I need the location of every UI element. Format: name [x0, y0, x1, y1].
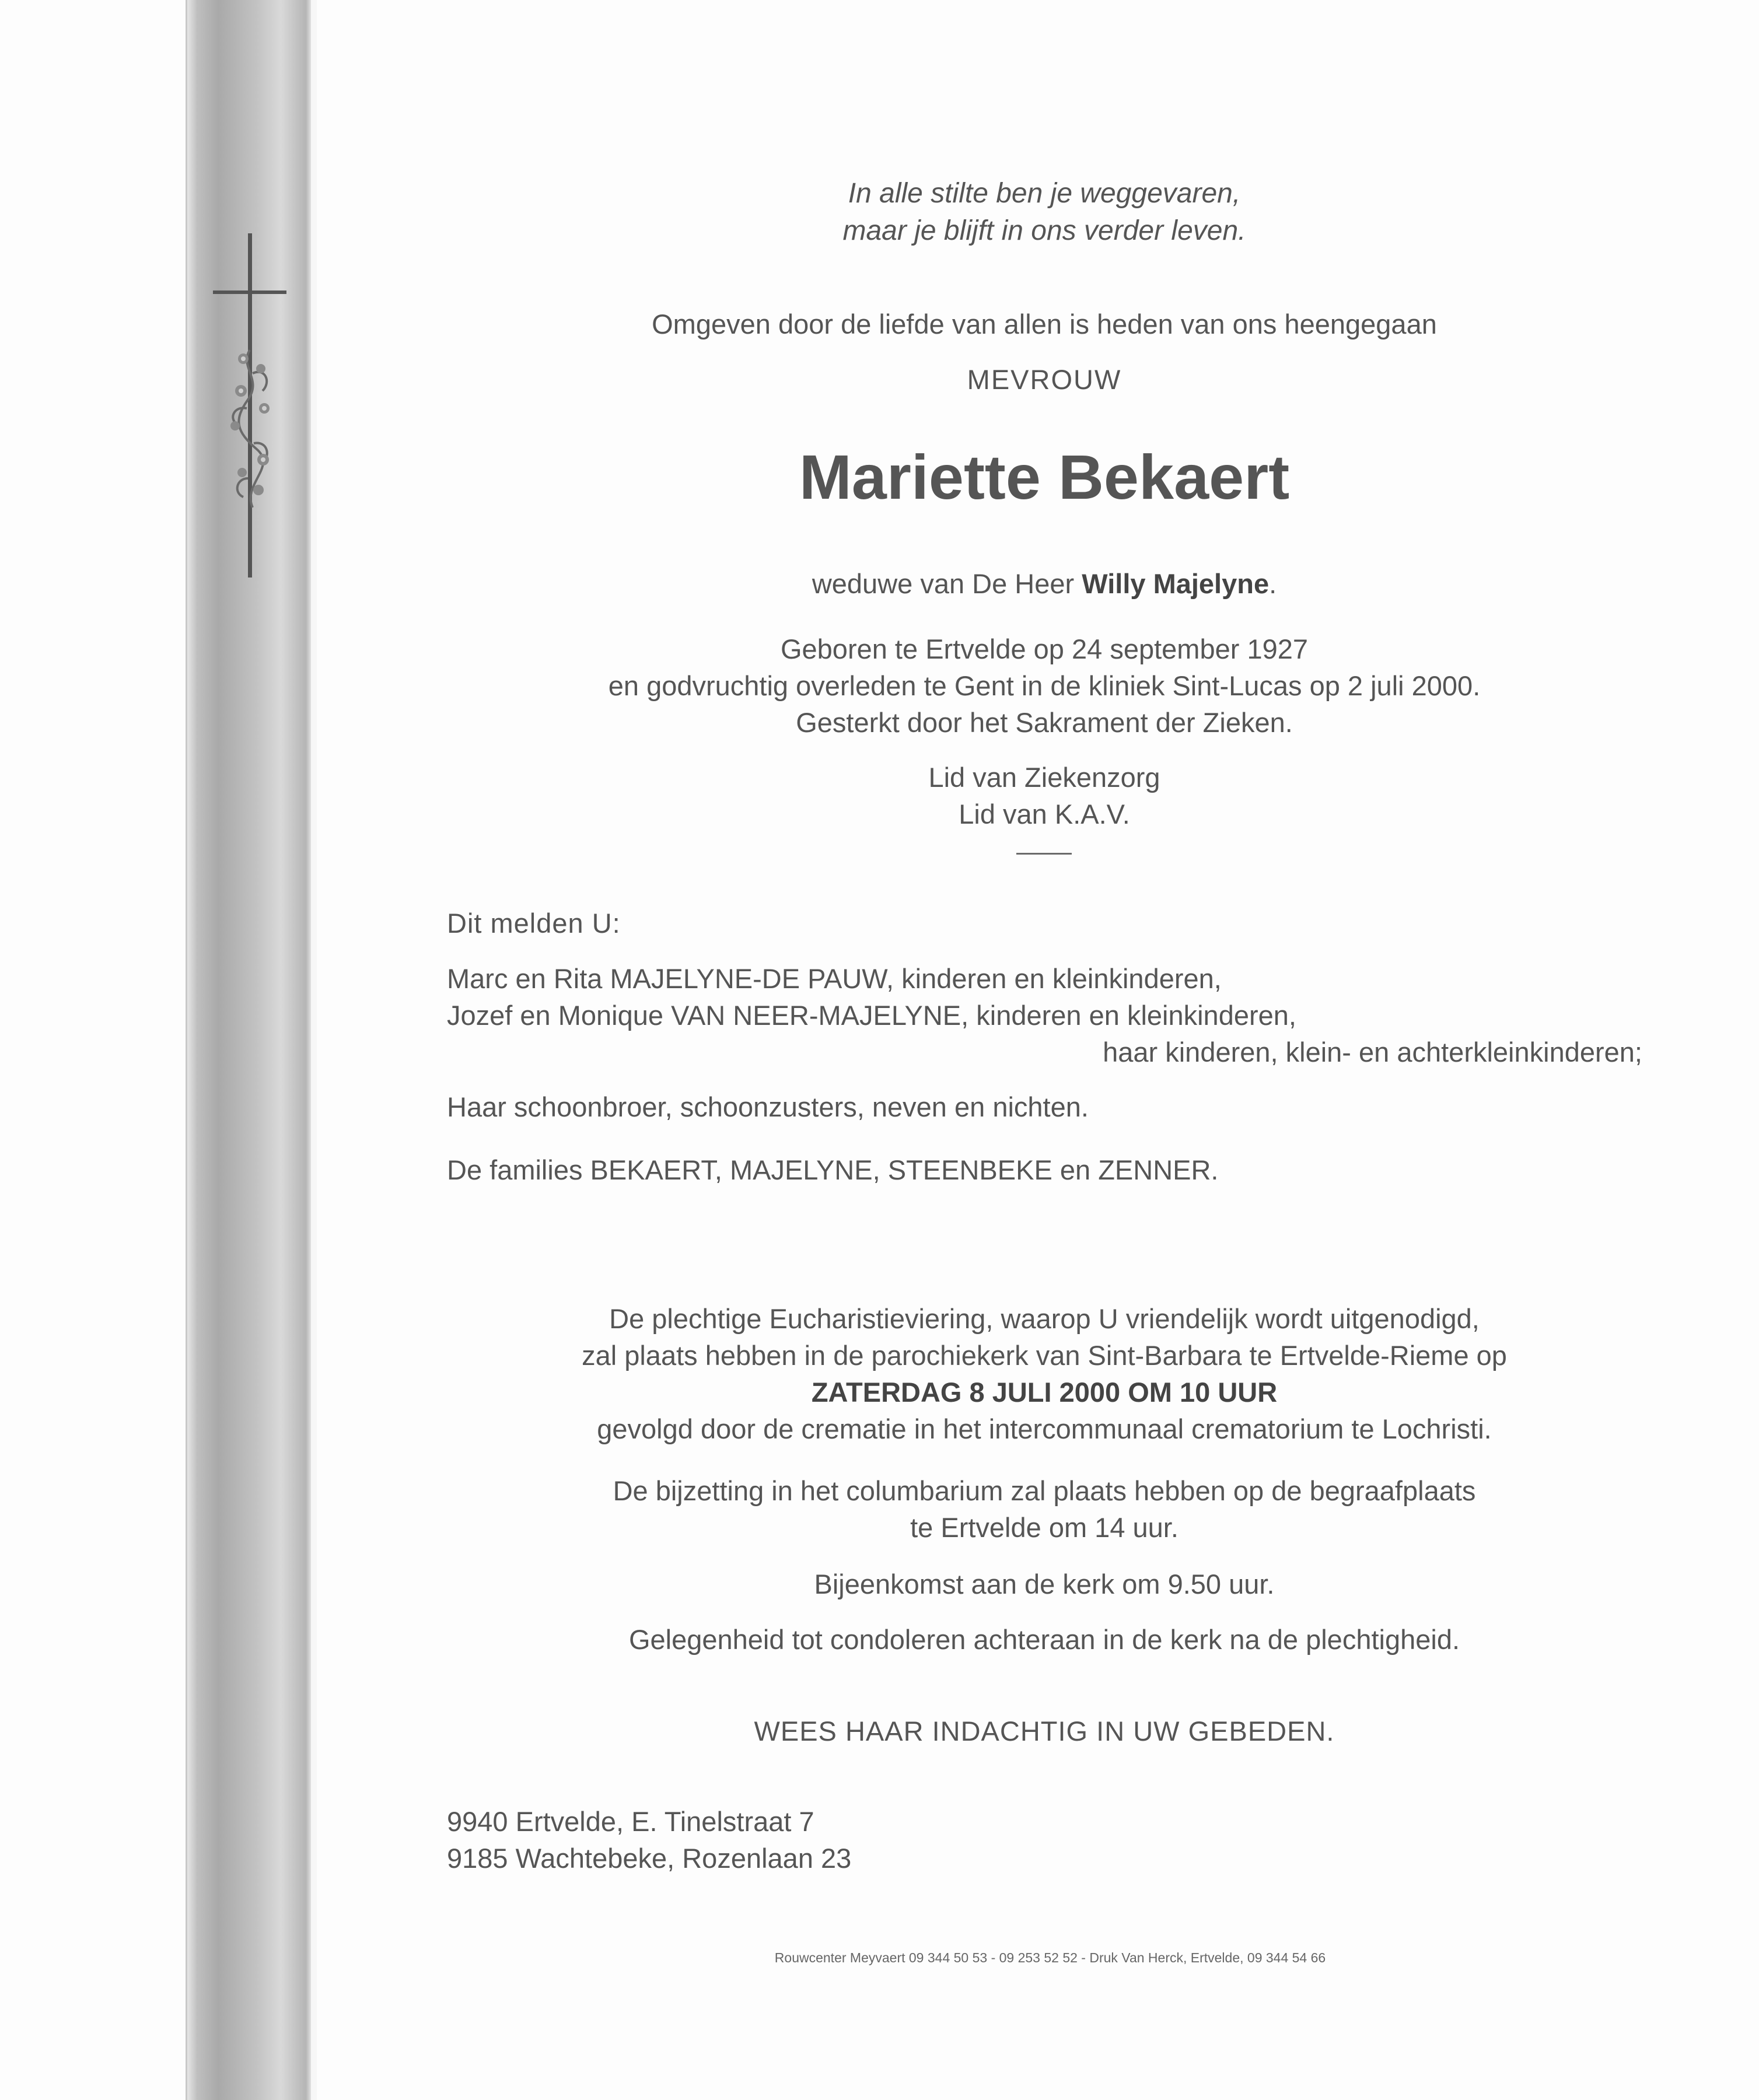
- widow-suffix: .: [1269, 568, 1277, 599]
- birth-text: Geboren te Ertvelde op 24 september 1927: [780, 634, 1309, 664]
- service-line-3: gevolgd door de crematie in het intercommunaal crematorium te Lochristi.: [597, 1413, 1492, 1444]
- poem-line-2: maar je blijft in ons verder leven.: [842, 215, 1246, 246]
- membership-2: Lid van K.A.V.: [959, 799, 1130, 830]
- condolence-text: Gelegenheid tot condoleren achteraan in de kerk na de plechtigheid.: [628, 1624, 1460, 1655]
- poem-line-1: In alle stilte ben je weggevaren,: [848, 178, 1241, 209]
- service-date: ZATERDAG 8 JULI 2000 OM 10 UUR: [811, 1377, 1278, 1408]
- honorific: MEVROUW: [967, 364, 1122, 395]
- meeting-text: Bijeenkomst aan de kerk om 9.50 uur.: [814, 1569, 1275, 1600]
- intro-text: Omgeven door de liefde van allen is heden van ons heengegaan: [652, 309, 1437, 340]
- cross-with-flowers-icon: [207, 233, 295, 583]
- address-2: 9185 Wachtebeke, Rozenlaan 23: [447, 1843, 852, 1874]
- family-heading: Dit melden U:: [447, 908, 621, 939]
- burial-line-1: De bijzetting in het columbarium zal plaats hebben op de begraafplaats: [613, 1475, 1476, 1506]
- death-text: en godvruchtig overleden te Gent in de kliniek Sint-Lucas op 2 juli 2000.: [608, 670, 1481, 701]
- poem: [303, 175, 1759, 250]
- family-line-5: De families BEKAERT, MAJELYNE, STEENBEKE en ZENNER.: [447, 1154, 1219, 1185]
- sacrament-text: Gesterkt door het Sakrament der Zieken.: [796, 707, 1293, 738]
- spouse-name: Willy Majelyne: [1082, 568, 1270, 599]
- widow-line: [303, 566, 1759, 602]
- service-line-2: zal plaats hebben in de parochiekerk van Sint-Barbara te Ertvelde-Rieme op: [582, 1340, 1507, 1371]
- membership-1: Lid van Ziekenzorg: [928, 762, 1160, 793]
- closing-text: WEES HAAR INDACHTIG IN UW GEBEDEN.: [754, 1716, 1335, 1746]
- family-line-3: haar kinderen, klein- en achterkleinkinderen;: [1103, 1037, 1642, 1068]
- address-1: 9940 Ertvelde, E. Tinelstraat 7: [447, 1806, 814, 1837]
- printer-footer: Rouwcenter Meyvaert 09 344 50 53 - 09 253 52 52 - Druk Van Herck, Ertvelde, 09 344 54 66: [774, 1950, 1326, 1965]
- widow-prefix: weduwe van De Heer: [812, 568, 1075, 599]
- divider: [1016, 853, 1072, 855]
- service-line-1: De plechtige Eucharistieviering, waarop U vriendelijk wordt uitgenodigd,: [609, 1303, 1480, 1334]
- family-line-2: Jozef en Monique VAN NEER-MAJELYNE, kinderen en kleinkinderen,: [447, 1000, 1296, 1031]
- family-line-1: Marc en Rita MAJELYNE-DE PAUW, kinderen en kleinkinderen,: [447, 963, 1222, 994]
- deceased-name: Mariette Bekaert: [799, 442, 1290, 512]
- family-line-4: Haar schoonbroer, schoonzusters, neven en nichten.: [447, 1091, 1089, 1122]
- burial-line-2: te Ertvelde om 14 uur.: [910, 1512, 1179, 1543]
